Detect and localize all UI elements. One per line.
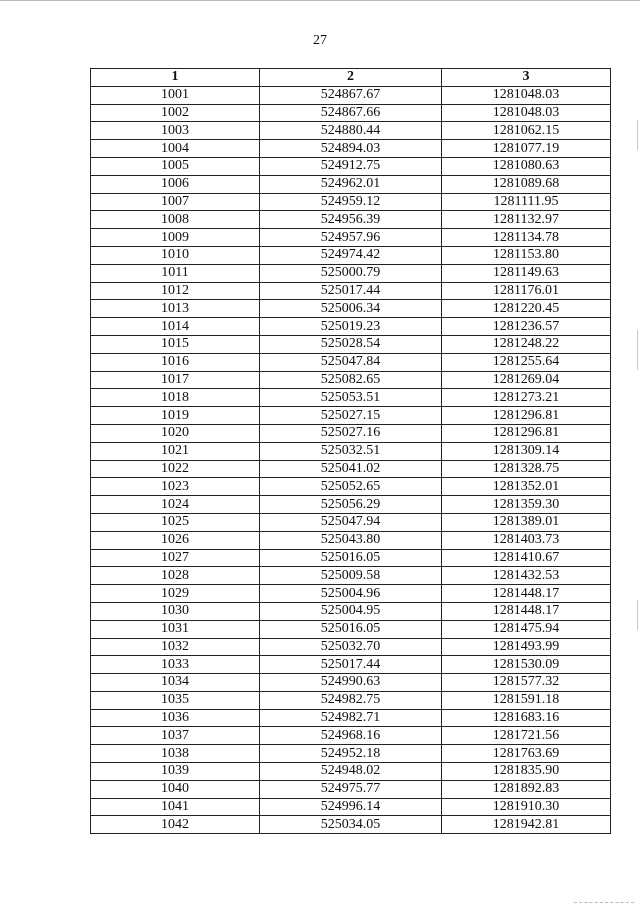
x-coordinate-cell: 524948.02 bbox=[260, 763, 442, 781]
point-number-cell: 1019 bbox=[91, 407, 260, 425]
y-coordinate-cell: 1281721.56 bbox=[442, 727, 611, 745]
x-coordinate-cell: 524912.75 bbox=[260, 157, 442, 175]
point-number-cell: 1005 bbox=[91, 157, 260, 175]
y-coordinate-cell: 1281048.03 bbox=[442, 104, 611, 122]
y-coordinate-cell: 1281134.78 bbox=[442, 229, 611, 247]
point-number-cell: 1010 bbox=[91, 246, 260, 264]
table-row bbox=[91, 727, 611, 745]
table-row bbox=[91, 620, 611, 638]
table-row bbox=[91, 389, 611, 407]
point-number-cell: 1009 bbox=[91, 229, 260, 247]
table-row bbox=[91, 763, 611, 781]
y-coordinate-cell: 1281835.90 bbox=[442, 763, 611, 781]
table-row bbox=[91, 745, 611, 763]
x-coordinate-cell: 525034.05 bbox=[260, 816, 442, 834]
x-coordinate-cell: 525017.44 bbox=[260, 282, 442, 300]
x-coordinate-cell: 524990.63 bbox=[260, 674, 442, 692]
x-coordinate-cell: 525052.65 bbox=[260, 478, 442, 496]
x-coordinate-cell: 525041.02 bbox=[260, 460, 442, 478]
x-coordinate-cell: 524982.71 bbox=[260, 709, 442, 727]
table-row bbox=[91, 549, 611, 567]
x-coordinate-cell: 525019.23 bbox=[260, 318, 442, 336]
table-row bbox=[91, 442, 611, 460]
y-coordinate-cell: 1281309.14 bbox=[442, 442, 611, 460]
point-number-cell: 1032 bbox=[91, 638, 260, 656]
point-number-cell: 1027 bbox=[91, 549, 260, 567]
x-coordinate-cell: 525028.54 bbox=[260, 335, 442, 353]
point-number-cell: 1014 bbox=[91, 318, 260, 336]
page-number: 27 bbox=[313, 33, 327, 48]
y-coordinate-cell: 1281577.32 bbox=[442, 674, 611, 692]
x-coordinate-cell: 525082.65 bbox=[260, 371, 442, 389]
point-number-cell: 1034 bbox=[91, 674, 260, 692]
y-coordinate-cell: 1281432.53 bbox=[442, 567, 611, 585]
y-coordinate-cell: 1281111.95 bbox=[442, 193, 611, 211]
x-coordinate-cell: 525000.79 bbox=[260, 264, 442, 282]
point-number-cell: 1007 bbox=[91, 193, 260, 211]
x-coordinate-cell: 525016.05 bbox=[260, 549, 442, 567]
point-number-cell: 1036 bbox=[91, 709, 260, 727]
table-row bbox=[91, 585, 611, 603]
y-coordinate-cell: 1281942.81 bbox=[442, 816, 611, 834]
point-number-cell: 1031 bbox=[91, 620, 260, 638]
x-coordinate-cell: 524880.44 bbox=[260, 122, 442, 140]
x-coordinate-cell: 525004.95 bbox=[260, 602, 442, 620]
scan-edge-mark bbox=[637, 120, 638, 150]
y-coordinate-cell: 1281220.45 bbox=[442, 300, 611, 318]
x-coordinate-cell: 525027.15 bbox=[260, 407, 442, 425]
y-coordinate-cell: 1281910.30 bbox=[442, 798, 611, 816]
y-coordinate-cell: 1281448.17 bbox=[442, 585, 611, 603]
table-row bbox=[91, 175, 611, 193]
table-row bbox=[91, 407, 611, 425]
y-coordinate-cell: 1281493.99 bbox=[442, 638, 611, 656]
y-coordinate-cell: 1281359.30 bbox=[442, 496, 611, 514]
x-coordinate-cell: 524894.03 bbox=[260, 140, 442, 158]
y-coordinate-cell: 1281255.64 bbox=[442, 353, 611, 371]
x-coordinate-cell: 525047.94 bbox=[260, 513, 442, 531]
y-coordinate-cell: 1281389.01 bbox=[442, 513, 611, 531]
table-row bbox=[91, 122, 611, 140]
point-number-cell: 1029 bbox=[91, 585, 260, 603]
x-coordinate-cell: 525009.58 bbox=[260, 567, 442, 585]
y-coordinate-cell: 1281763.69 bbox=[442, 745, 611, 763]
point-number-cell: 1039 bbox=[91, 763, 260, 781]
point-number-cell: 1008 bbox=[91, 211, 260, 229]
table-row bbox=[91, 798, 611, 816]
column-header-2: 2 bbox=[260, 69, 442, 87]
point-number-cell: 1013 bbox=[91, 300, 260, 318]
point-number-cell: 1030 bbox=[91, 602, 260, 620]
point-number-cell: 1041 bbox=[91, 798, 260, 816]
table-row bbox=[91, 246, 611, 264]
table-row bbox=[91, 780, 611, 798]
table-row bbox=[91, 86, 611, 104]
point-number-cell: 1003 bbox=[91, 122, 260, 140]
x-coordinate-cell: 524996.14 bbox=[260, 798, 442, 816]
point-number-cell: 1004 bbox=[91, 140, 260, 158]
table-row bbox=[91, 531, 611, 549]
y-coordinate-cell: 1281296.81 bbox=[442, 424, 611, 442]
point-number-cell: 1015 bbox=[91, 335, 260, 353]
x-coordinate-cell: 525032.51 bbox=[260, 442, 442, 460]
y-coordinate-cell: 1281530.09 bbox=[442, 656, 611, 674]
x-coordinate-cell: 524975.77 bbox=[260, 780, 442, 798]
point-number-cell: 1038 bbox=[91, 745, 260, 763]
point-number-cell: 1018 bbox=[91, 389, 260, 407]
y-coordinate-cell: 1281683.16 bbox=[442, 709, 611, 727]
point-number-cell: 1040 bbox=[91, 780, 260, 798]
y-coordinate-cell: 1281448.17 bbox=[442, 602, 611, 620]
y-coordinate-cell: 1281269.04 bbox=[442, 371, 611, 389]
table-row bbox=[91, 104, 611, 122]
table-row bbox=[91, 816, 611, 834]
point-number-cell: 1042 bbox=[91, 816, 260, 834]
x-coordinate-cell: 524957.96 bbox=[260, 229, 442, 247]
coordinates-table bbox=[90, 68, 611, 834]
x-coordinate-cell: 524962.01 bbox=[260, 175, 442, 193]
table-row bbox=[91, 424, 611, 442]
x-coordinate-cell: 525056.29 bbox=[260, 496, 442, 514]
y-coordinate-cell: 1281273.21 bbox=[442, 389, 611, 407]
x-coordinate-cell: 525017.44 bbox=[260, 656, 442, 674]
table-row bbox=[91, 211, 611, 229]
point-number-cell: 1024 bbox=[91, 496, 260, 514]
table-row bbox=[91, 157, 611, 175]
x-coordinate-cell: 524956.39 bbox=[260, 211, 442, 229]
point-number-cell: 1006 bbox=[91, 175, 260, 193]
y-coordinate-cell: 1281248.22 bbox=[442, 335, 611, 353]
table-row bbox=[91, 282, 611, 300]
table-row bbox=[91, 674, 611, 692]
y-coordinate-cell: 1281048.03 bbox=[442, 86, 611, 104]
x-coordinate-cell: 524867.67 bbox=[260, 86, 442, 104]
top-rule bbox=[0, 0, 640, 1]
x-coordinate-cell: 524952.18 bbox=[260, 745, 442, 763]
table-row bbox=[91, 602, 611, 620]
y-coordinate-cell: 1281080.63 bbox=[442, 157, 611, 175]
point-number-cell: 1028 bbox=[91, 567, 260, 585]
table-row bbox=[91, 478, 611, 496]
y-coordinate-cell: 1281296.81 bbox=[442, 407, 611, 425]
point-number-cell: 1020 bbox=[91, 424, 260, 442]
x-coordinate-cell: 525043.80 bbox=[260, 531, 442, 549]
x-coordinate-cell: 525032.70 bbox=[260, 638, 442, 656]
point-number-cell: 1025 bbox=[91, 513, 260, 531]
table-row bbox=[91, 496, 611, 514]
table-row bbox=[91, 638, 611, 656]
y-coordinate-cell: 1281132.97 bbox=[442, 211, 611, 229]
x-coordinate-cell: 524968.16 bbox=[260, 727, 442, 745]
y-coordinate-cell: 1281236.57 bbox=[442, 318, 611, 336]
point-number-cell: 1002 bbox=[91, 104, 260, 122]
table-row bbox=[91, 656, 611, 674]
scan-edge-mark bbox=[637, 600, 638, 630]
y-coordinate-cell: 1281062.15 bbox=[442, 122, 611, 140]
y-coordinate-cell: 1281077.19 bbox=[442, 140, 611, 158]
x-coordinate-cell: 524982.75 bbox=[260, 691, 442, 709]
column-header-1: 1 bbox=[91, 69, 260, 87]
x-coordinate-cell: 525027.16 bbox=[260, 424, 442, 442]
y-coordinate-cell: 1281591.18 bbox=[442, 691, 611, 709]
table-row bbox=[91, 371, 611, 389]
scan-bottom-mark bbox=[574, 902, 634, 903]
x-coordinate-cell: 525047.84 bbox=[260, 353, 442, 371]
y-coordinate-cell: 1281892.83 bbox=[442, 780, 611, 798]
point-number-cell: 1023 bbox=[91, 478, 260, 496]
y-coordinate-cell: 1281403.73 bbox=[442, 531, 611, 549]
y-coordinate-cell: 1281153.80 bbox=[442, 246, 611, 264]
table-row bbox=[91, 335, 611, 353]
table-row bbox=[91, 567, 611, 585]
point-number-cell: 1037 bbox=[91, 727, 260, 745]
table-row bbox=[91, 264, 611, 282]
table-row bbox=[91, 300, 611, 318]
table-row bbox=[91, 460, 611, 478]
point-number-cell: 1035 bbox=[91, 691, 260, 709]
y-coordinate-cell: 1281176.01 bbox=[442, 282, 611, 300]
column-header-3: 3 bbox=[442, 69, 611, 87]
y-coordinate-cell: 1281410.67 bbox=[442, 549, 611, 567]
x-coordinate-cell: 524959.12 bbox=[260, 193, 442, 211]
table-row bbox=[91, 691, 611, 709]
point-number-cell: 1026 bbox=[91, 531, 260, 549]
point-number-cell: 1022 bbox=[91, 460, 260, 478]
scan-edge-mark bbox=[637, 330, 638, 370]
table-row bbox=[91, 353, 611, 371]
point-number-cell: 1033 bbox=[91, 656, 260, 674]
y-coordinate-cell: 1281089.68 bbox=[442, 175, 611, 193]
table-row bbox=[91, 709, 611, 727]
table-row bbox=[91, 229, 611, 247]
x-coordinate-cell: 524974.42 bbox=[260, 246, 442, 264]
y-coordinate-cell: 1281328.75 bbox=[442, 460, 611, 478]
x-coordinate-cell: 525004.96 bbox=[260, 585, 442, 603]
table-body bbox=[91, 86, 611, 833]
x-coordinate-cell: 525016.05 bbox=[260, 620, 442, 638]
x-coordinate-cell: 524867.66 bbox=[260, 104, 442, 122]
x-coordinate-cell: 525006.34 bbox=[260, 300, 442, 318]
x-coordinate-cell: 525053.51 bbox=[260, 389, 442, 407]
table-row bbox=[91, 140, 611, 158]
table-row bbox=[91, 318, 611, 336]
point-number-cell: 1021 bbox=[91, 442, 260, 460]
table-header bbox=[91, 69, 611, 87]
point-number-cell: 1016 bbox=[91, 353, 260, 371]
table-row bbox=[91, 193, 611, 211]
header-row bbox=[91, 69, 611, 87]
point-number-cell: 1011 bbox=[91, 264, 260, 282]
y-coordinate-cell: 1281475.94 bbox=[442, 620, 611, 638]
table-row bbox=[91, 513, 611, 531]
y-coordinate-cell: 1281352.01 bbox=[442, 478, 611, 496]
point-number-cell: 1001 bbox=[91, 86, 260, 104]
point-number-cell: 1017 bbox=[91, 371, 260, 389]
y-coordinate-cell: 1281149.63 bbox=[442, 264, 611, 282]
point-number-cell: 1012 bbox=[91, 282, 260, 300]
